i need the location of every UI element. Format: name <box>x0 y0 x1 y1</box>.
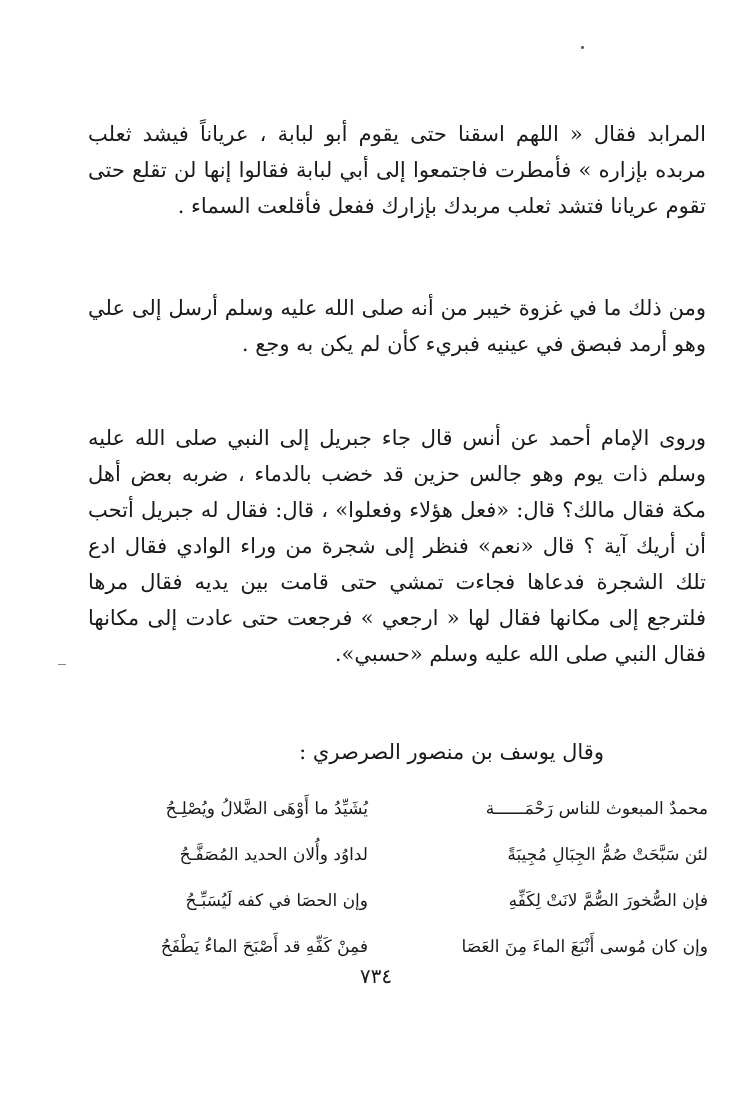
verse-second-hemistich: يُشَيِّدُ ما أَوْهَى الضَّلالُ ويُصْلِـحُ <box>165 799 368 819</box>
margin-mark <box>58 664 66 665</box>
verse-second-hemistich: فمِنْ كَفِّهِ قد أَصْبَحَ الماءُ يَطْفَحُ <box>160 937 368 957</box>
paragraph-1: المرابد فقال « اللهم اسقنا حتى يقوم أبو لبابة ، عرياناً فيشد ثعلب مربده بإزاره » فأمطرت فاجتمعوا إلى أبي لبابة فقالوا إنها لن تقلع حتى تقوم عريانا فتشد ثعلب مربدك بإزارك ففعل فأقلعت السماء . <box>88 122 706 218</box>
paragraph-2: ومن ذلك ما في غزوة خيبر من أنه صلى الله عليه وسلم أرسل إلى علي وهو أرمد فبصق في عينيه فبريء كأن لم يكن به وجع . <box>88 296 706 356</box>
print-speck <box>581 46 584 49</box>
verse-first-hemistich: محمدٌ المبعوث للناس رَحْمَــــــة <box>485 799 708 819</box>
paragraph-3: وروى الإمام أحمد عن أنس قال جاء جبريل إلى النبي صلى الله عليه وسلم ذات يوم وهو جالس حزين قد خضب بالدماء ، ضربه بعض أهل مكة فقال مالك؟ قال: «فعل هؤلاء وفعلوا» ، قال: فقال له جبريل أتحب أن أريك آية ؟ قال «نعم» فنظر إلى شجرة من وراء الوادي فقال ادع تلك الشجرة فدعاها فجاءت تمشي حتى قامت بين يديه فقال مرها فلترجع إلى مكانها فقال لها « ارجعي » فرجعت حتى عادت إلى مكانها فقال النبي صلى الله عليه وسلم «حسبي». <box>88 426 706 666</box>
poem-verse <box>88 878 708 924</box>
verse-first-hemistich: لئن سَبَّحَتْ صُمُّ الجِبَالِ مُجِيبَةً <box>507 845 708 865</box>
verse-second-hemistich: وإن الحصَا في كفه لَيُسَبِّـحُ <box>185 891 368 911</box>
page-number: ٧٣٤ <box>359 964 393 988</box>
verse-second-hemistich: لداوُد وأُلان الحديد المُصَفَّـحُ <box>179 845 368 865</box>
verse-first-hemistich: وإن كان مُوسى أَنْبَعَ الماءَ مِنَ العَصَا <box>461 937 708 957</box>
poem <box>88 786 708 970</box>
poem-verse <box>88 786 708 832</box>
verse-first-hemistich: فإن الصُّخورَ الصُّمَّ لانَتْ لِكَفِّهِ <box>508 891 708 911</box>
poem-verse <box>88 832 708 878</box>
poem-intro: وقال يوسف بن منصور الصرصري : <box>299 740 604 764</box>
